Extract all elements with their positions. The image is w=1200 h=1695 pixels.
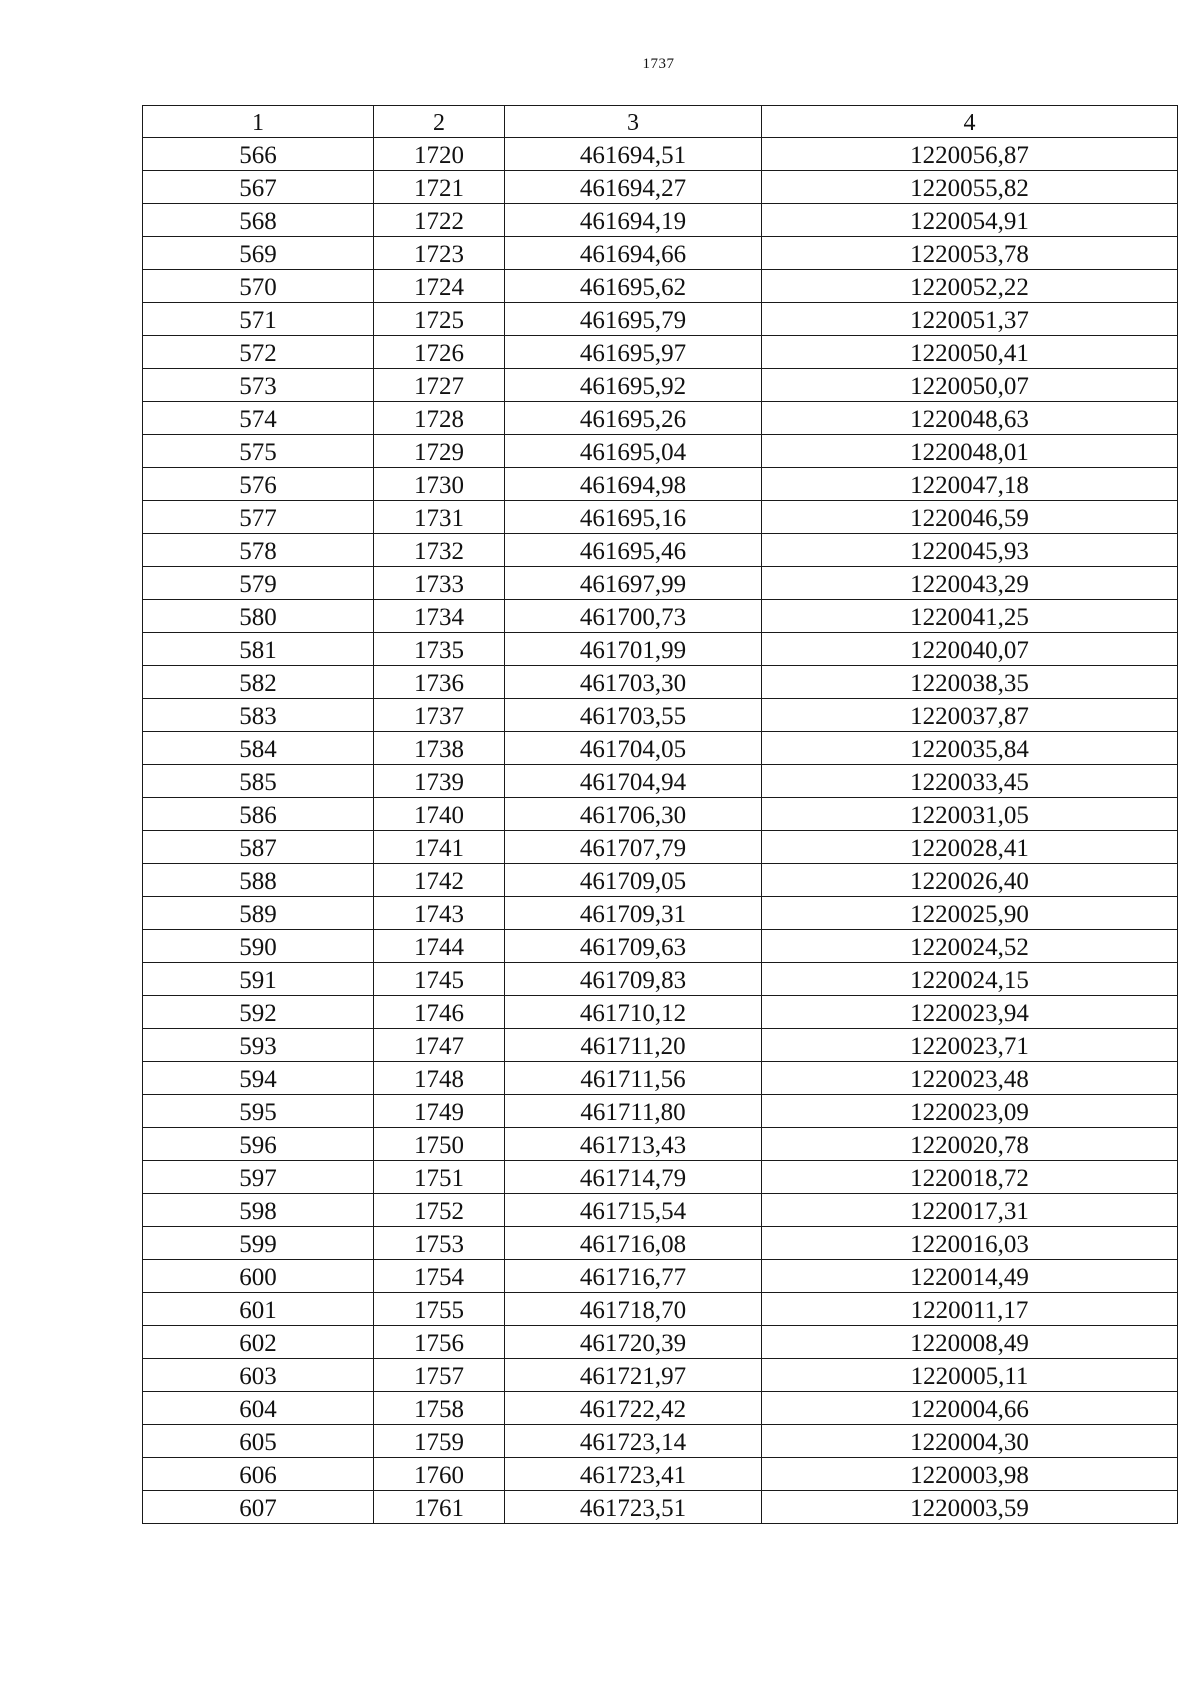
table-row	[143, 567, 1178, 600]
x-coordinate-cell: 461723,14	[505, 1425, 762, 1458]
column-header-1: 1	[143, 106, 374, 138]
x-coordinate-cell: 461695,97	[505, 336, 762, 369]
y-coordinate-cell: 1220003,98	[762, 1458, 1178, 1491]
y-coordinate-cell: 1220008,49	[762, 1326, 1178, 1359]
vertex-number-cell: 1760	[374, 1458, 505, 1491]
vertex-number-cell: 1756	[374, 1326, 505, 1359]
table-row	[143, 1359, 1178, 1392]
vertex-number-cell: 1754	[374, 1260, 505, 1293]
y-coordinate-cell: 1220011,17	[762, 1293, 1178, 1326]
table-row	[143, 204, 1178, 237]
table-row	[143, 369, 1178, 402]
vertex-number-cell: 1753	[374, 1227, 505, 1260]
vertex-number-cell: 1720	[374, 138, 505, 171]
x-coordinate-cell: 461718,70	[505, 1293, 762, 1326]
table-header-row	[143, 106, 1178, 138]
column-header-2: 2	[374, 106, 505, 138]
vertex-number-cell: 1734	[374, 600, 505, 633]
x-coordinate-cell: 461715,54	[505, 1194, 762, 1227]
y-coordinate-cell: 1220020,78	[762, 1128, 1178, 1161]
table-row	[143, 435, 1178, 468]
point-number-cell: 605	[143, 1425, 374, 1458]
point-number-cell: 575	[143, 435, 374, 468]
table-row	[143, 138, 1178, 171]
vertex-number-cell: 1736	[374, 666, 505, 699]
x-coordinate-cell: 461723,51	[505, 1491, 762, 1524]
point-number-cell: 602	[143, 1326, 374, 1359]
point-number-cell: 604	[143, 1392, 374, 1425]
y-coordinate-cell: 1220046,59	[762, 501, 1178, 534]
vertex-number-cell: 1737	[374, 699, 505, 732]
x-coordinate-cell: 461695,92	[505, 369, 762, 402]
x-coordinate-cell: 461694,51	[505, 138, 762, 171]
x-coordinate-cell: 461716,08	[505, 1227, 762, 1260]
vertex-number-cell: 1728	[374, 402, 505, 435]
point-number-cell: 598	[143, 1194, 374, 1227]
y-coordinate-cell: 1220033,45	[762, 765, 1178, 798]
x-coordinate-cell: 461704,05	[505, 732, 762, 765]
point-number-cell: 586	[143, 798, 374, 831]
y-coordinate-cell: 1220037,87	[762, 699, 1178, 732]
point-number-cell: 566	[143, 138, 374, 171]
x-coordinate-cell: 461694,66	[505, 237, 762, 270]
point-number-cell: 569	[143, 237, 374, 270]
x-coordinate-cell: 461709,05	[505, 864, 762, 897]
table-row	[143, 930, 1178, 963]
point-number-cell: 588	[143, 864, 374, 897]
vertex-number-cell: 1758	[374, 1392, 505, 1425]
table-row	[143, 732, 1178, 765]
y-coordinate-cell: 1220050,41	[762, 336, 1178, 369]
vertex-number-cell: 1745	[374, 963, 505, 996]
y-coordinate-cell: 1220025,90	[762, 897, 1178, 930]
x-coordinate-cell: 461695,79	[505, 303, 762, 336]
x-coordinate-cell: 461694,19	[505, 204, 762, 237]
y-coordinate-cell: 1220048,63	[762, 402, 1178, 435]
x-coordinate-cell: 461711,56	[505, 1062, 762, 1095]
y-coordinate-cell: 1220048,01	[762, 435, 1178, 468]
point-number-cell: 601	[143, 1293, 374, 1326]
point-number-cell: 580	[143, 600, 374, 633]
point-number-cell: 571	[143, 303, 374, 336]
y-coordinate-cell: 1220017,31	[762, 1194, 1178, 1227]
vertex-number-cell: 1722	[374, 204, 505, 237]
table-row	[143, 1458, 1178, 1491]
point-number-cell: 600	[143, 1260, 374, 1293]
point-number-cell: 592	[143, 996, 374, 1029]
y-coordinate-cell: 1220004,66	[762, 1392, 1178, 1425]
point-number-cell: 579	[143, 567, 374, 600]
y-coordinate-cell: 1220003,59	[762, 1491, 1178, 1524]
vertex-number-cell: 1746	[374, 996, 505, 1029]
x-coordinate-cell: 461695,46	[505, 534, 762, 567]
table-row	[143, 1293, 1178, 1326]
table-row	[143, 1128, 1178, 1161]
y-coordinate-cell: 1220035,84	[762, 732, 1178, 765]
vertex-number-cell: 1739	[374, 765, 505, 798]
x-coordinate-cell: 461709,63	[505, 930, 762, 963]
table-row	[143, 336, 1178, 369]
x-coordinate-cell: 461695,04	[505, 435, 762, 468]
point-number-cell: 599	[143, 1227, 374, 1260]
x-coordinate-cell: 461695,62	[505, 270, 762, 303]
table-row	[143, 171, 1178, 204]
table-row	[143, 831, 1178, 864]
vertex-number-cell: 1748	[374, 1062, 505, 1095]
vertex-number-cell: 1749	[374, 1095, 505, 1128]
y-coordinate-cell: 1220024,15	[762, 963, 1178, 996]
vertex-number-cell: 1750	[374, 1128, 505, 1161]
table-row	[143, 600, 1178, 633]
y-coordinate-cell: 1220023,09	[762, 1095, 1178, 1128]
x-coordinate-cell: 461716,77	[505, 1260, 762, 1293]
vertex-number-cell: 1761	[374, 1491, 505, 1524]
y-coordinate-cell: 1220031,05	[762, 798, 1178, 831]
table-row	[143, 501, 1178, 534]
x-coordinate-cell: 461706,30	[505, 798, 762, 831]
point-number-cell: 570	[143, 270, 374, 303]
vertex-number-cell: 1726	[374, 336, 505, 369]
vertex-number-cell: 1757	[374, 1359, 505, 1392]
x-coordinate-cell: 461720,39	[505, 1326, 762, 1359]
point-number-cell: 583	[143, 699, 374, 732]
table-row	[143, 303, 1178, 336]
vertex-number-cell: 1723	[374, 237, 505, 270]
x-coordinate-cell: 461695,26	[505, 402, 762, 435]
vertex-number-cell: 1755	[374, 1293, 505, 1326]
table-row	[143, 237, 1178, 270]
y-coordinate-cell: 1220054,91	[762, 204, 1178, 237]
x-coordinate-cell: 461723,41	[505, 1458, 762, 1491]
y-coordinate-cell: 1220028,41	[762, 831, 1178, 864]
y-coordinate-cell: 1220038,35	[762, 666, 1178, 699]
vertex-number-cell: 1733	[374, 567, 505, 600]
table-row	[143, 897, 1178, 930]
y-coordinate-cell: 1220023,71	[762, 1029, 1178, 1062]
table-row	[143, 534, 1178, 567]
y-coordinate-cell: 1220016,03	[762, 1227, 1178, 1260]
vertex-number-cell: 1729	[374, 435, 505, 468]
table-row	[143, 765, 1178, 798]
vertex-number-cell: 1759	[374, 1425, 505, 1458]
x-coordinate-cell: 461694,27	[505, 171, 762, 204]
table-row	[143, 1260, 1178, 1293]
vertex-number-cell: 1721	[374, 171, 505, 204]
vertex-number-cell: 1747	[374, 1029, 505, 1062]
vertex-number-cell: 1735	[374, 633, 505, 666]
y-coordinate-cell: 1220005,11	[762, 1359, 1178, 1392]
x-coordinate-cell: 461714,79	[505, 1161, 762, 1194]
y-coordinate-cell: 1220026,40	[762, 864, 1178, 897]
point-number-cell: 596	[143, 1128, 374, 1161]
table-row	[143, 1095, 1178, 1128]
y-coordinate-cell: 1220004,30	[762, 1425, 1178, 1458]
vertex-number-cell: 1730	[374, 468, 505, 501]
coordinates-table	[142, 105, 1178, 1524]
point-number-cell: 585	[143, 765, 374, 798]
point-number-cell: 597	[143, 1161, 374, 1194]
point-number-cell: 590	[143, 930, 374, 963]
point-number-cell: 582	[143, 666, 374, 699]
y-coordinate-cell: 1220018,72	[762, 1161, 1178, 1194]
table-row	[143, 798, 1178, 831]
y-coordinate-cell: 1220024,52	[762, 930, 1178, 963]
table-row	[143, 1491, 1178, 1524]
table-row	[143, 402, 1178, 435]
vertex-number-cell: 1752	[374, 1194, 505, 1227]
column-header-3: 3	[505, 106, 762, 138]
x-coordinate-cell: 461707,79	[505, 831, 762, 864]
point-number-cell: 572	[143, 336, 374, 369]
point-number-cell: 593	[143, 1029, 374, 1062]
table-row	[143, 633, 1178, 666]
x-coordinate-cell: 461700,73	[505, 600, 762, 633]
vertex-number-cell: 1741	[374, 831, 505, 864]
point-number-cell: 568	[143, 204, 374, 237]
point-number-cell: 594	[143, 1062, 374, 1095]
y-coordinate-cell: 1220023,48	[762, 1062, 1178, 1095]
vertex-number-cell: 1744	[374, 930, 505, 963]
point-number-cell: 581	[143, 633, 374, 666]
table-row	[143, 996, 1178, 1029]
vertex-number-cell: 1731	[374, 501, 505, 534]
column-header-4: 4	[762, 106, 1178, 138]
x-coordinate-cell: 461695,16	[505, 501, 762, 534]
x-coordinate-cell: 461721,97	[505, 1359, 762, 1392]
point-number-cell: 567	[143, 171, 374, 204]
vertex-number-cell: 1738	[374, 732, 505, 765]
table-row	[143, 270, 1178, 303]
x-coordinate-cell: 461704,94	[505, 765, 762, 798]
table-row	[143, 1392, 1178, 1425]
vertex-number-cell: 1725	[374, 303, 505, 336]
table-row	[143, 1161, 1178, 1194]
y-coordinate-cell: 1220052,22	[762, 270, 1178, 303]
x-coordinate-cell: 461711,20	[505, 1029, 762, 1062]
point-number-cell: 573	[143, 369, 374, 402]
y-coordinate-cell: 1220056,87	[762, 138, 1178, 171]
point-number-cell: 607	[143, 1491, 374, 1524]
x-coordinate-cell: 461701,99	[505, 633, 762, 666]
vertex-number-cell: 1740	[374, 798, 505, 831]
table-row	[143, 1425, 1178, 1458]
point-number-cell: 591	[143, 963, 374, 996]
y-coordinate-cell: 1220023,94	[762, 996, 1178, 1029]
x-coordinate-cell: 461709,31	[505, 897, 762, 930]
vertex-number-cell: 1743	[374, 897, 505, 930]
y-coordinate-cell: 1220051,37	[762, 303, 1178, 336]
point-number-cell: 574	[143, 402, 374, 435]
point-number-cell: 606	[143, 1458, 374, 1491]
table-row	[143, 1326, 1178, 1359]
y-coordinate-cell: 1220014,49	[762, 1260, 1178, 1293]
table-row	[143, 1062, 1178, 1095]
y-coordinate-cell: 1220045,93	[762, 534, 1178, 567]
point-number-cell: 589	[143, 897, 374, 930]
y-coordinate-cell: 1220041,25	[762, 600, 1178, 633]
x-coordinate-cell: 461711,80	[505, 1095, 762, 1128]
vertex-number-cell: 1751	[374, 1161, 505, 1194]
point-number-cell: 587	[143, 831, 374, 864]
y-coordinate-cell: 1220055,82	[762, 171, 1178, 204]
x-coordinate-cell: 461694,98	[505, 468, 762, 501]
y-coordinate-cell: 1220047,18	[762, 468, 1178, 501]
x-coordinate-cell: 461703,30	[505, 666, 762, 699]
point-number-cell: 595	[143, 1095, 374, 1128]
table-row	[143, 1194, 1178, 1227]
y-coordinate-cell: 1220043,29	[762, 567, 1178, 600]
x-coordinate-cell: 461703,55	[505, 699, 762, 732]
vertex-number-cell: 1727	[374, 369, 505, 402]
table-row	[143, 468, 1178, 501]
table-row	[143, 666, 1178, 699]
point-number-cell: 603	[143, 1359, 374, 1392]
point-number-cell: 577	[143, 501, 374, 534]
point-number-cell: 584	[143, 732, 374, 765]
vertex-number-cell: 1742	[374, 864, 505, 897]
vertex-number-cell: 1724	[374, 270, 505, 303]
table-row	[143, 963, 1178, 996]
table-row	[143, 1227, 1178, 1260]
x-coordinate-cell: 461713,43	[505, 1128, 762, 1161]
y-coordinate-cell: 1220050,07	[762, 369, 1178, 402]
table-row	[143, 699, 1178, 732]
y-coordinate-cell: 1220053,78	[762, 237, 1178, 270]
table-body	[143, 138, 1178, 1524]
x-coordinate-cell: 461710,12	[505, 996, 762, 1029]
vertex-number-cell: 1732	[374, 534, 505, 567]
table-row	[143, 1029, 1178, 1062]
page-number: 1737	[642, 56, 675, 72]
x-coordinate-cell: 461709,83	[505, 963, 762, 996]
y-coordinate-cell: 1220040,07	[762, 633, 1178, 666]
x-coordinate-cell: 461697,99	[505, 567, 762, 600]
point-number-cell: 576	[143, 468, 374, 501]
point-number-cell: 578	[143, 534, 374, 567]
x-coordinate-cell: 461722,42	[505, 1392, 762, 1425]
table-row	[143, 864, 1178, 897]
